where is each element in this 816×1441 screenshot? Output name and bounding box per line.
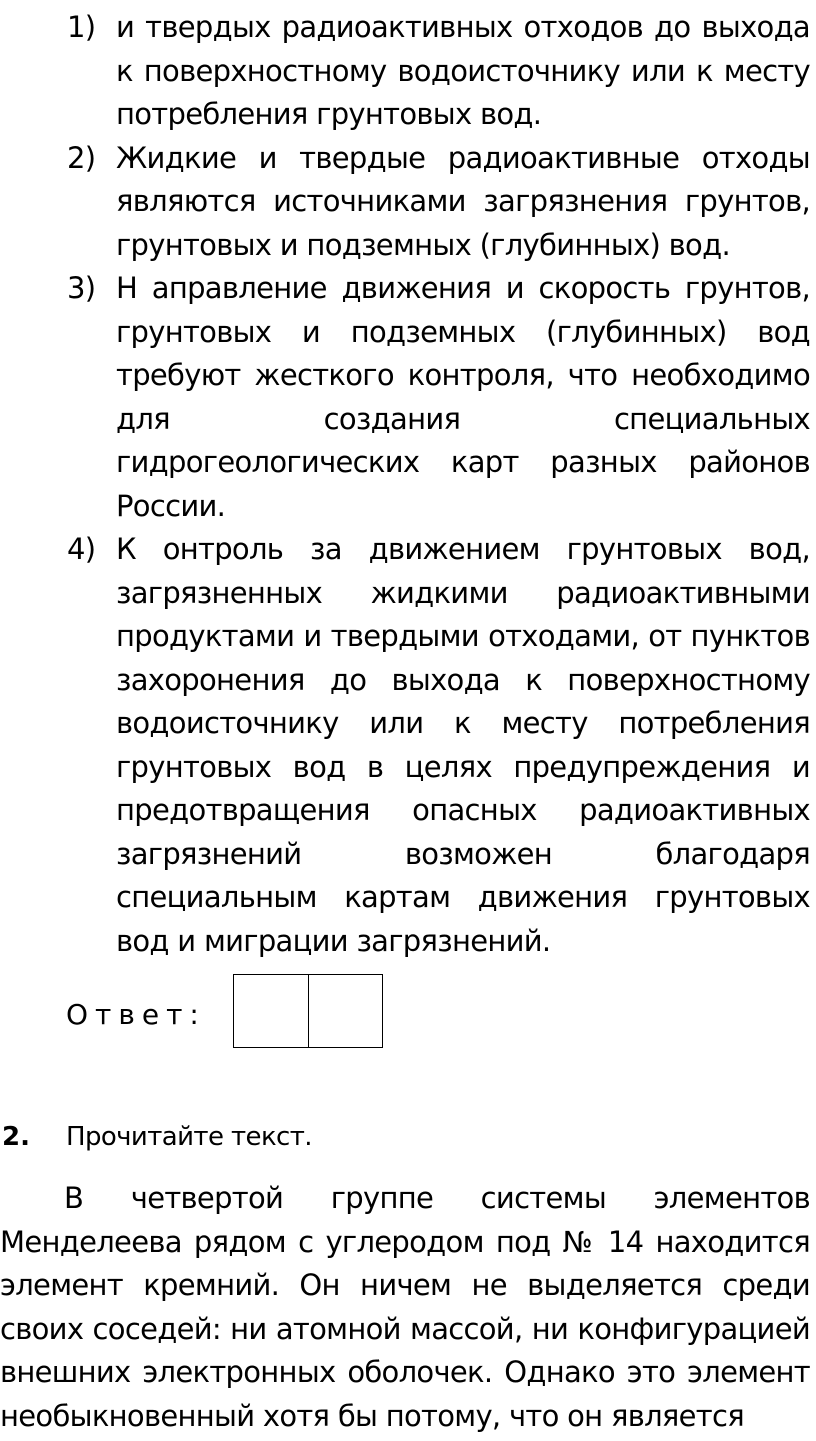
list-item-text: и твердых радиоактивных отходов до выхода к поверхностному водоисточнику или к месту потребления грунтовых вод. [116,10,810,131]
list-item-number: 4) [67,532,96,566]
list-item [0,267,816,528]
list-item [0,6,816,137]
list-item [0,528,816,963]
list-item-text: Жидкие и твердые радиоактивные отходы являются источниками загрязнения грунтов, грунтовых и подземных (глубинных) вод. [116,140,810,262]
task-number: 2. [2,1122,30,1152]
answer-cell[interactable] [308,975,383,1047]
list-item-text: Н аправление движения и скорость грунтов, грунтовых и подземных (глубинных) вод требуют жесткого контроля, что необходимо для создания специальных гидрогеологических карт разных районов России. [116,271,810,523]
list-item-number: 3) [67,271,96,305]
answer-label: Ответ: [66,998,206,1031]
answer-box[interactable] [233,974,383,1048]
statement-list [0,6,816,963]
list-item-text: К онтроль за движением грунтовых вод, загрязненных жидкими радиоактивными продуктами и твердыми отходами, от пунктов захоронения до выхода к поверхностному водоисточнику или к месту потребления грунтовых вод в целях предупреждения и предотвращения опасных радиоактивных загрязнений возможен благодаря специальным картам движения грунтовых вод и миграции загрязнений. [116,532,810,958]
list-item-number: 2) [67,140,96,175]
task-paragraph: В четвертой группе системы элементов Менделеева рядом с углеродом под № 14 находится элемент кремний. Он ничем не выделяется среди своих соседей: ни атомной массой, ни конфигурацией внешних электронных оболочек. Однако это элемент необыкновенный хотя бы потому, что он является [0,1181,810,1433]
task-instruction: Прочитайте текст. [66,1122,312,1152]
answer-cell[interactable] [234,975,308,1047]
list-item [0,137,816,268]
list-item-number: 1) [67,10,96,44]
